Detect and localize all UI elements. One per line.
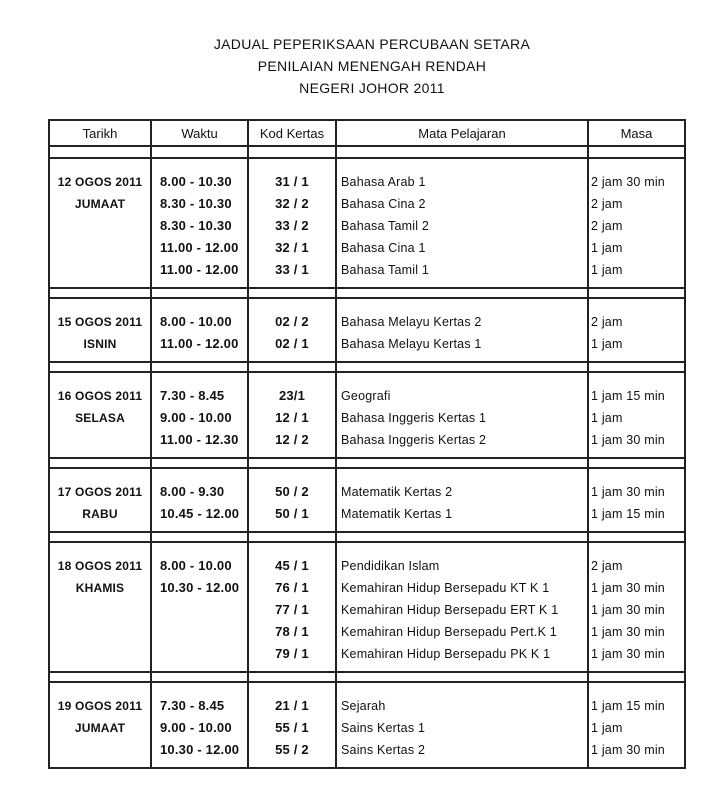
- duration-cell: [588, 682, 685, 768]
- duration-cell: [588, 298, 685, 362]
- paper-code: 31 / 1: [275, 174, 309, 189]
- exam-time: 10.45 - 12.00: [160, 506, 240, 521]
- exam-time: 8.00 - 10.00: [160, 558, 232, 573]
- time-cell: [151, 468, 248, 532]
- separator-cell: [49, 458, 151, 468]
- separator-cell: [49, 146, 151, 158]
- subject-name: Bahasa Cina 1: [341, 241, 426, 255]
- separator-cell: [336, 532, 588, 542]
- exam-duration: 1 jam 30 min: [591, 433, 665, 447]
- exam-time: 8.00 - 10.30: [160, 174, 232, 189]
- separator-cell: [151, 288, 248, 298]
- subject-name: Sejarah: [341, 699, 386, 713]
- separator-cell: [588, 672, 685, 682]
- exam-time: [152, 599, 247, 621]
- exam-day: JUMAAT: [74, 721, 126, 735]
- paper-code: 02 / 1: [275, 336, 309, 351]
- exam-duration: 1 jam: [591, 263, 623, 277]
- separator-cell: [151, 146, 248, 158]
- exam-duration: 2 jam: [591, 315, 623, 329]
- exam-duration: 2 jam: [591, 559, 623, 573]
- paper-code-cell: [248, 468, 336, 532]
- document-subtitle: PENILAIAN MENENGAH RENDAH: [257, 58, 487, 74]
- duration-cell: [588, 158, 685, 288]
- exam-duration: 1 jam: [591, 721, 623, 735]
- subject-name: Bahasa Cina 2: [341, 197, 426, 211]
- separator-cell: [588, 532, 685, 542]
- paper-code: 55 / 1: [275, 720, 309, 735]
- subject-name: Bahasa Inggeris Kertas 2: [341, 433, 487, 447]
- exam-day-group: [49, 158, 685, 288]
- subject-name: Kemahiran Hidup Bersepadu Pert.K 1: [341, 625, 557, 639]
- exam-time: 8.00 - 9.30: [160, 484, 225, 499]
- separator-cell: [248, 458, 336, 468]
- subject-name: Kemahiran Hidup Bersepadu PK K 1: [341, 647, 551, 661]
- separator-cell: [49, 362, 151, 372]
- subject-cell: [336, 542, 588, 672]
- paper-code-cell: [248, 682, 336, 768]
- paper-code: 50 / 1: [275, 506, 309, 521]
- document-subtitle-state-year: NEGERI JOHOR 2011: [299, 80, 445, 96]
- subject-name: Bahasa Melayu Kertas 2: [341, 315, 482, 329]
- subject-name: Kemahiran Hidup Bersepadu ERT K 1: [341, 603, 559, 617]
- duration-cell: [588, 468, 685, 532]
- exam-duration: 1 jam 30 min: [591, 743, 665, 757]
- group-separator: [49, 458, 685, 468]
- exam-time: 8.00 - 10.00: [160, 314, 232, 329]
- exam-duration: 1 jam 30 min: [591, 485, 665, 499]
- exam-day-group: [49, 542, 685, 672]
- separator-cell: [336, 146, 588, 158]
- paper-code-cell: [248, 158, 336, 288]
- exam-date: 16 OGOS 2011: [57, 389, 143, 403]
- paper-code-cell: [248, 298, 336, 362]
- separator-cell: [588, 288, 685, 298]
- duration-cell: [588, 542, 685, 672]
- exam-time: 11.00 - 12.00: [160, 336, 239, 351]
- paper-code-cell: [248, 542, 336, 672]
- subject-cell: [336, 158, 588, 288]
- time-cell: [151, 158, 248, 288]
- paper-code: 55 / 2: [275, 742, 309, 757]
- subject-cell: [336, 372, 588, 458]
- separator-cell: [336, 672, 588, 682]
- group-separator: [49, 362, 685, 372]
- exam-duration: 1 jam 30 min: [591, 647, 665, 661]
- exam-duration: 2 jam: [591, 197, 623, 211]
- time-cell: [151, 682, 248, 768]
- exam-date: 17 OGOS 2011: [57, 485, 143, 499]
- subject-name: Sains Kertas 1: [341, 721, 426, 735]
- group-separator: [49, 532, 685, 542]
- paper-code: 21 / 1: [275, 698, 309, 713]
- exam-time: 11.00 - 12.30: [160, 432, 239, 447]
- separator-cell: [336, 458, 588, 468]
- exam-day: KHAMIS: [75, 581, 125, 595]
- duration-cell: [588, 372, 685, 458]
- subject-name: Bahasa Tamil 2: [341, 219, 430, 233]
- subject-name: Geografi: [341, 389, 391, 403]
- exam-time: 10.30 - 12.00: [160, 580, 240, 595]
- exam-day-group: [49, 682, 685, 768]
- exam-duration: 1 jam 30 min: [591, 603, 665, 617]
- date-cell: [49, 468, 151, 532]
- time-cell: [151, 298, 248, 362]
- separator-cell: [588, 458, 685, 468]
- header-masa: Masa: [588, 120, 685, 146]
- exam-time: [152, 621, 247, 643]
- exam-duration: 1 jam 30 min: [591, 581, 665, 595]
- subject-cell: [336, 468, 588, 532]
- date-cell: [49, 542, 151, 672]
- paper-code: 78 / 1: [275, 624, 309, 639]
- date-cell: [49, 298, 151, 362]
- header-waktu: Waktu: [151, 120, 248, 146]
- exam-schedule-table: [48, 119, 686, 769]
- separator-cell: [588, 362, 685, 372]
- separator-cell: [336, 288, 588, 298]
- exam-time: 9.00 - 10.00: [160, 410, 232, 425]
- header-row: [49, 120, 685, 146]
- exam-duration: 1 jam: [591, 411, 623, 425]
- date-cell: [49, 158, 151, 288]
- exam-time: 8.30 - 10.30: [160, 218, 232, 233]
- exam-date: 12 OGOS 2011: [57, 175, 143, 189]
- subject-name: Matematik Kertas 2: [341, 485, 453, 499]
- subject-name: Bahasa Tamil 1: [341, 263, 430, 277]
- separator-cell: [248, 672, 336, 682]
- paper-code: 50 / 2: [275, 484, 309, 499]
- subject-name: Pendidikan Islam: [341, 559, 440, 573]
- paper-code: 77 / 1: [275, 602, 309, 617]
- paper-code: 33 / 1: [275, 262, 309, 277]
- header-mata-pelajaran: Mata Pelajaran: [336, 120, 588, 146]
- separator-cell: [336, 362, 588, 372]
- paper-code-cell: [248, 372, 336, 458]
- group-separator: [49, 288, 685, 298]
- exam-duration: 2 jam: [591, 219, 623, 233]
- exam-day-group: [49, 372, 685, 458]
- time-cell: [151, 372, 248, 458]
- separator-cell: [49, 532, 151, 542]
- exam-time: 10.30 - 12.00: [160, 742, 240, 757]
- separator-cell: [588, 146, 685, 158]
- exam-date: 18 OGOS 2011: [57, 559, 143, 573]
- paper-code: 76 / 1: [275, 580, 309, 595]
- separator-cell: [248, 362, 336, 372]
- exam-duration: 2 jam 30 min: [591, 175, 665, 189]
- separator-cell: [248, 532, 336, 542]
- exam-duration: 1 jam: [591, 241, 623, 255]
- subject-name: Sains Kertas 2: [341, 743, 426, 757]
- separator-cell: [248, 288, 336, 298]
- subject-name: Matematik Kertas 1: [341, 507, 453, 521]
- subject-name: Bahasa Melayu Kertas 1: [341, 337, 482, 351]
- separator-cell: [151, 672, 248, 682]
- paper-code: 32 / 1: [275, 240, 309, 255]
- subject-name: Bahasa Arab 1: [341, 175, 426, 189]
- separator-cell: [248, 146, 336, 158]
- exam-day-group: [49, 298, 685, 362]
- exam-day: SELASA: [75, 411, 125, 425]
- exam-duration: 1 jam 15 min: [591, 699, 665, 713]
- exam-time: 9.00 - 10.00: [160, 720, 232, 735]
- paper-code: 33 / 2: [275, 218, 309, 233]
- paper-code: 79 / 1: [275, 646, 309, 661]
- group-separator: [49, 672, 685, 682]
- date-cell: [49, 682, 151, 768]
- document-title: JADUAL PEPERIKSAAN PERCUBAAN SETARA: [213, 36, 531, 52]
- exam-duration: 1 jam 15 min: [591, 507, 665, 521]
- date-cell: [49, 372, 151, 458]
- exam-time: 11.00 - 12.00: [160, 240, 239, 255]
- time-cell: [151, 542, 248, 672]
- separator-cell: [151, 458, 248, 468]
- exam-duration: 1 jam 15 min: [591, 389, 665, 403]
- separator-cell: [49, 288, 151, 298]
- separator-cell: [151, 362, 248, 372]
- exam-duration: 1 jam 30 min: [591, 625, 665, 639]
- subject-cell: [336, 682, 588, 768]
- paper-code: 12 / 2: [275, 432, 309, 447]
- paper-code: 45 / 1: [275, 558, 309, 573]
- subject-cell: [336, 298, 588, 362]
- exam-time: 7.30 - 8.45: [160, 388, 225, 403]
- exam-duration: 1 jam: [591, 337, 623, 351]
- group-separator: [49, 146, 685, 158]
- exam-day-group: [49, 468, 685, 532]
- paper-code: 32 / 2: [275, 196, 309, 211]
- paper-code: 02 / 2: [275, 314, 309, 329]
- exam-day: RABU: [82, 507, 118, 521]
- exam-time: 8.30 - 10.30: [160, 196, 232, 211]
- exam-time: [152, 643, 247, 665]
- exam-time: 11.00 - 12.00: [160, 262, 239, 277]
- exam-day: JUMAAT: [74, 197, 126, 211]
- header-tarikh: Tarikh: [49, 120, 151, 146]
- header-kod-kertas: Kod Kertas: [248, 120, 336, 146]
- paper-code: 12 / 1: [275, 410, 309, 425]
- exam-time: 7.30 - 8.45: [160, 698, 225, 713]
- exam-date: 19 OGOS 2011: [57, 699, 143, 713]
- exam-date: 15 OGOS 2011: [57, 315, 143, 329]
- exam-day: ISNIN: [83, 337, 117, 351]
- subject-name: Bahasa Inggeris Kertas 1: [341, 411, 487, 425]
- subject-name: Kemahiran Hidup Bersepadu KT K 1: [341, 581, 550, 595]
- separator-cell: [49, 672, 151, 682]
- separator-cell: [151, 532, 248, 542]
- paper-code: 23/1: [278, 388, 306, 403]
